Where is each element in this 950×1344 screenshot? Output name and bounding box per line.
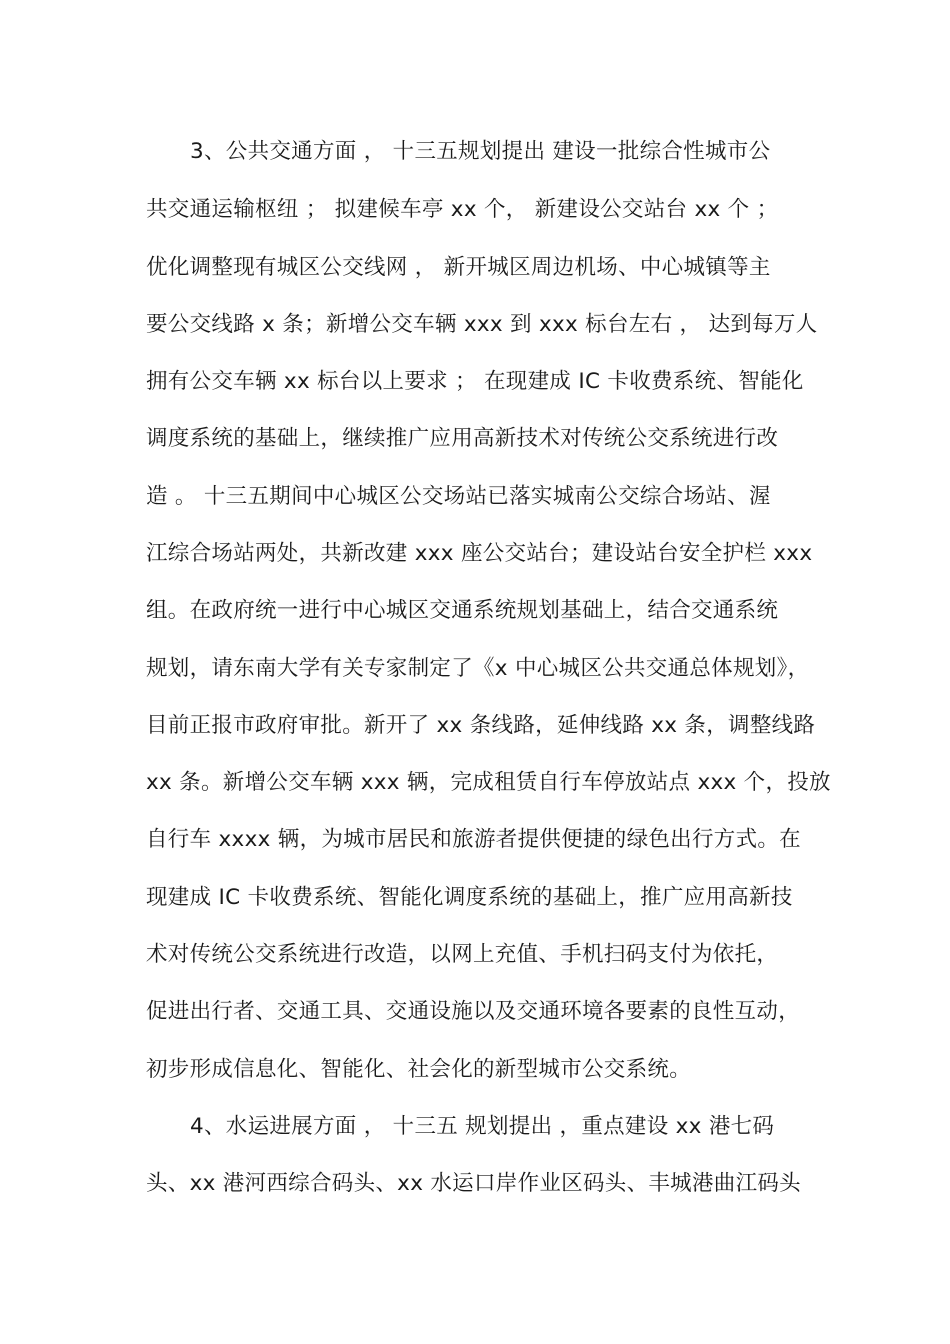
text-line: 规划，请东南大学有关专家制定了《x 中心城区公共交通总体规划》， [146,656,810,681]
text-line: 3、公共交通方面 ， 十三五规划提出 建设一批综合性城市公 [190,139,771,164]
text-line: 优化调整现有城区公交线网 ， 新开城区周边机场、中心城镇等主 [146,255,771,280]
text-line: 初步形成信息化、智能化、社会化的新型城市公交系统。 [146,1057,692,1082]
text-line: 造 。 十三五期间中心城区公交场站已落实城南公交综合场站、渥 [146,484,771,509]
text-line: 要公交线路 x 条；新增公交车辆 xxx 到 xxx 标台左右 ， 达到每万人 [146,312,818,337]
text-line: 促进出行者、交通工具、交通设施以及交通环境各要素的良性互动， [146,999,801,1024]
text-line: 目前正报市政府审批。新开了 xx 条线路，延伸线路 xx 条，调整线路 [146,713,816,738]
text-line: 共交通运输枢纽 ； 拟建候车亭 xx 个， 新建设公交站台 xx 个 ； [146,197,779,222]
text-line: 4、水运进展方面 ， 十三五 规划提出 ，重点建设 xx 港七码 [190,1114,775,1139]
text-line: xx 条。新增公交车辆 xxx 辆，完成租赁自行车停放站点 xxx 个，投放 [146,770,831,795]
text-line: 拥有公交车辆 xx 标台以上要求 ； 在现建成 IC 卡收费系统、智能化 [146,369,804,394]
text-line: 头、xx 港河西综合码头、xx 水运口岸作业区码头、丰城港曲江码头 [146,1171,801,1196]
text-line: 组。在政府统一进行中心城区交通系统规划基础上，结合交通系统 [146,598,779,623]
text-line: 调度系统的基础上，继续推广应用高新技术对传统公交系统进行改 [146,426,779,451]
text-line: 术对传统公交系统进行改造，以网上充值、手机扫码支付为依托， [146,942,779,967]
text-line: 自行车 xxxx 辆，为城市居民和旅游者提供便捷的绿色出行方式。在 [146,827,801,852]
text-line: 江综合场站两处，共新改建 xxx 座公交站台；建设站台安全护栏 xxx [146,541,813,566]
text-line: 现建成 IC 卡收费系统、智能化调度系统的基础上，推广应用高新技 [146,885,793,910]
